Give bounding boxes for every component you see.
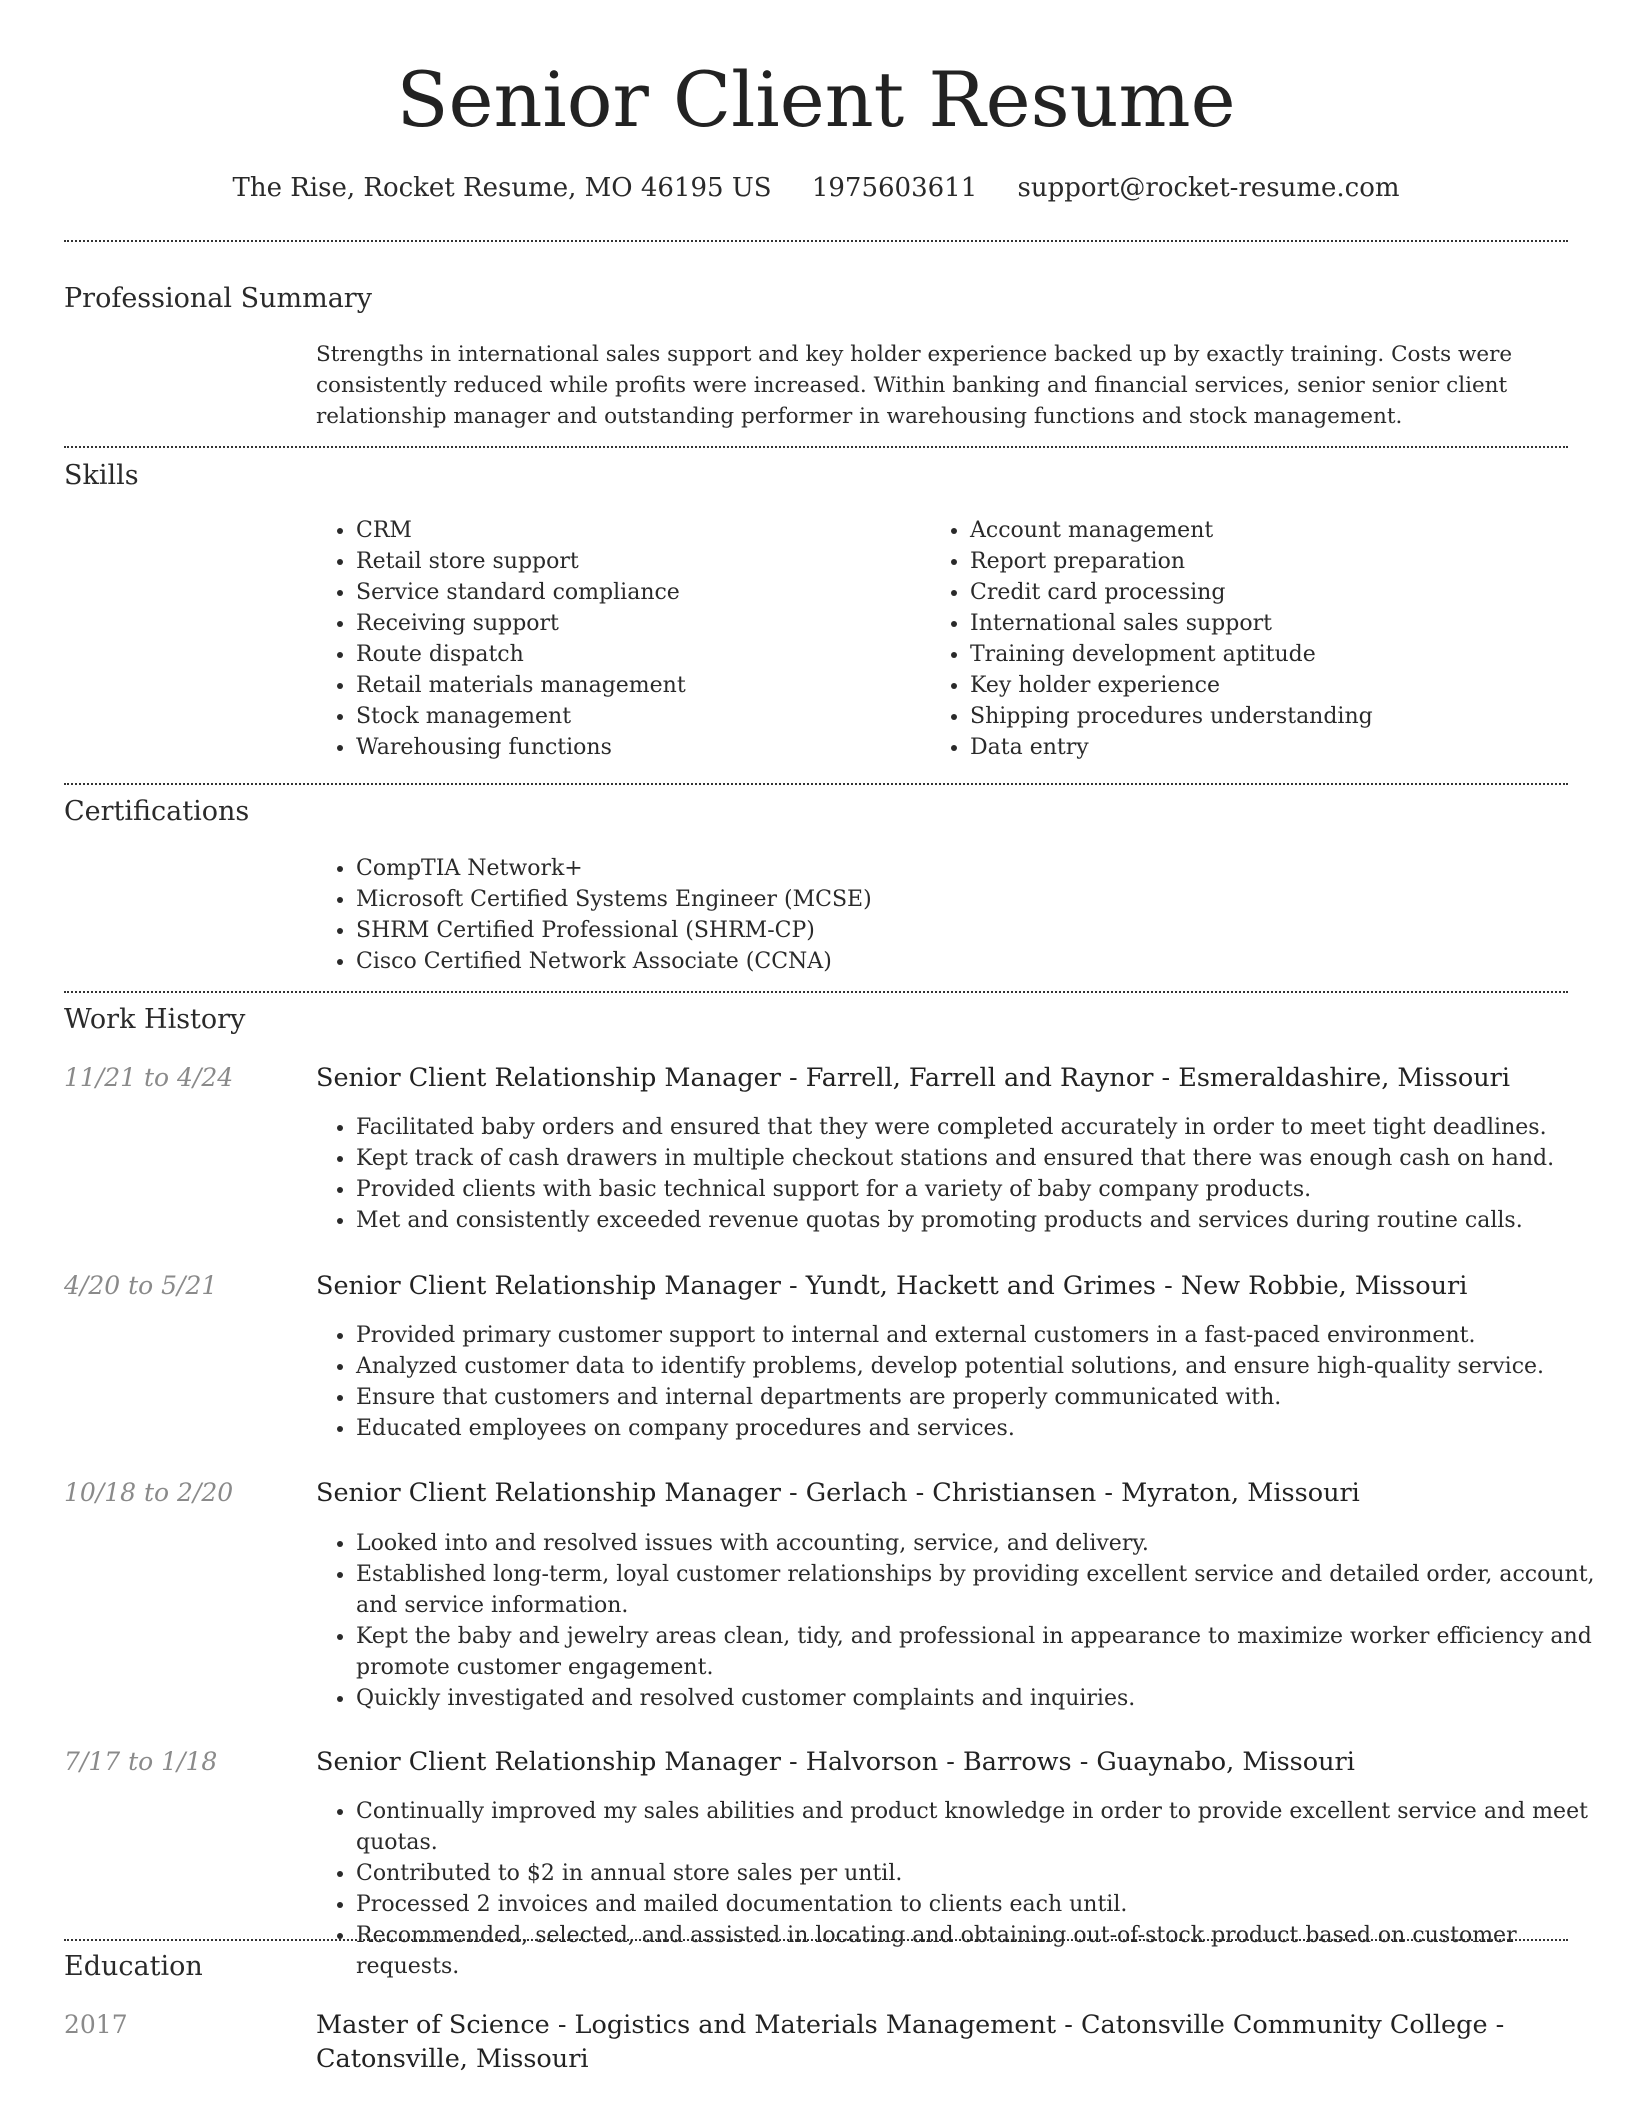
skill-item: • Warehousing functions (356, 732, 916, 763)
job-title: Senior Client Relationship Manager - Farrell, Farrell and Raynor - Esmeraldashire, Missouri (316, 1063, 1510, 1093)
contact-email: support@rocket-resume.com (1017, 173, 1400, 203)
skill-item: • Retail store support (356, 546, 916, 577)
job-bullets (312, 1112, 1612, 1236)
certifications-heading: Certifications (64, 796, 250, 827)
contact-line (0, 170, 1632, 206)
skills-list-left (312, 515, 916, 763)
job-dates: 11/21 to 4/24 (64, 1063, 234, 1092)
section-divider (64, 991, 1568, 993)
section-divider (64, 783, 1568, 785)
section-divider (64, 1939, 1568, 1941)
job-title: Senior Client Relationship Manager - Gerlach - Christiansen - Myraton, Missouri (316, 1478, 1360, 1508)
contact-address: The Rise, Rocket Resume, MO 46195 US (232, 173, 772, 203)
skill-item: • Retail materials management (356, 670, 916, 701)
skill-item: • Data entry (970, 732, 1570, 763)
job-bullets (312, 1320, 1612, 1444)
job-bullet: • Kept the baby and jewelry areas clean, tidy, and professional in appearance to maximize worker efficiency and promote customer engagement. (356, 1621, 1612, 1683)
job-bullet: • Quickly investigated and resolved customer complaints and inquiries. (356, 1683, 1612, 1714)
job-bullet: • Facilitated baby orders and ensured that they were completed accurately in order to meet tight deadlines. (356, 1112, 1612, 1143)
resume-title: Senior Client Resume (396, 55, 1236, 144)
skill-item: • Training development aptitude (970, 639, 1570, 670)
certification-item: • Cisco Certified Network Associate (CCNA) (356, 946, 1556, 977)
skill-item: • Account management (970, 515, 1570, 546)
job-dates: 7/17 to 1/18 (64, 1747, 218, 1776)
job-bullet: • Established long-term, loyal customer relationships by providing excellent service and detailed order, account, and service information. (356, 1559, 1612, 1621)
contact-phone: 1975603611 (811, 173, 978, 203)
certification-item: • Microsoft Certified Systems Engineer (MCSE) (356, 884, 1556, 915)
section-divider (64, 240, 1568, 242)
job-title: Senior Client Relationship Manager - Yundt, Hackett and Grimes - New Robbie, Missouri (316, 1271, 1468, 1301)
education-heading: Education (64, 1951, 203, 1982)
skill-item: • Key holder experience (970, 670, 1570, 701)
skill-item: • Service standard compliance (356, 577, 916, 608)
job-bullet: • Educated employees on company procedures and services. (356, 1413, 1612, 1444)
job-bullet: • Kept track of cash drawers in multiple checkout stations and ensured that there was enough cash on hand. (356, 1143, 1612, 1174)
skill-item: • Report preparation (970, 546, 1570, 577)
job-dates: 4/20 to 5/21 (64, 1271, 218, 1300)
job-bullet: • Provided primary customer support to internal and external customers in a fast-paced environment. (356, 1320, 1612, 1351)
job-bullet: • Contributed to $2 in annual store sales per until. (356, 1858, 1612, 1889)
skill-item: • Receiving support (356, 608, 916, 639)
certifications-list (312, 853, 1556, 977)
job-title: Senior Client Relationship Manager - Halvorson - Barrows - Guaynabo, Missouri (316, 1747, 1355, 1777)
work-history-heading: Work History (64, 1004, 246, 1035)
skill-item: • Credit card processing (970, 577, 1570, 608)
skill-item: • CRM (356, 515, 916, 546)
job-bullets (312, 1528, 1612, 1714)
job-bullet: • Recommended, selected, and assisted in locating and obtaining out-of-stock product based on customer requests. (356, 1920, 1612, 1982)
job-bullet: • Ensure that customers and internal departments are properly communicated with. (356, 1382, 1612, 1413)
education-year: 2017 (64, 2010, 128, 2039)
skill-item: • International sales support (970, 608, 1570, 639)
certification-item: • CompTIA Network+ (356, 853, 1556, 884)
section-divider (64, 446, 1568, 448)
job-bullet: • Looked into and resolved issues with accounting, service, and delivery. (356, 1528, 1612, 1559)
job-bullet: • Provided clients with basic technical support for a variety of baby company products. (356, 1174, 1612, 1205)
summary-heading: Professional Summary (64, 283, 372, 314)
skills-list-right (926, 515, 1570, 763)
summary-text: Strengths in international sales support and key holder experience backed up by exactly training. Costs were consistently reduced while profits were increased. Within banking and financial services, senior senior client relationship manager and outstanding performer in warehousing functions and stock management. (316, 342, 1513, 429)
job-bullet: • Met and consistently exceeded revenue quotas by promoting products and services during routine calls. (356, 1205, 1612, 1236)
skills-heading: Skills (64, 460, 139, 491)
skill-item: • Route dispatch (356, 639, 916, 670)
certification-item: • SHRM Certified Professional (SHRM-CP) (356, 915, 1556, 946)
job-bullet: • Analyzed customer data to identify problems, develop potential solutions, and ensure high-quality service. (356, 1351, 1612, 1382)
skill-item: • Shipping procedures understanding (970, 701, 1570, 732)
job-dates: 10/18 to 2/20 (64, 1478, 234, 1507)
skill-item: • Stock management (356, 701, 916, 732)
job-bullet: • Continually improved my sales abilities and product knowledge in order to provide excellent service and meet quotas. (356, 1796, 1612, 1858)
education-degree: Master of Science - Logistics and Materials Management - Catonsville Community College - Catonsville, Missouri (316, 2010, 1505, 2074)
job-bullets (312, 1796, 1612, 1982)
job-bullet: • Processed 2 invoices and mailed documentation to clients each until. (356, 1889, 1612, 1920)
